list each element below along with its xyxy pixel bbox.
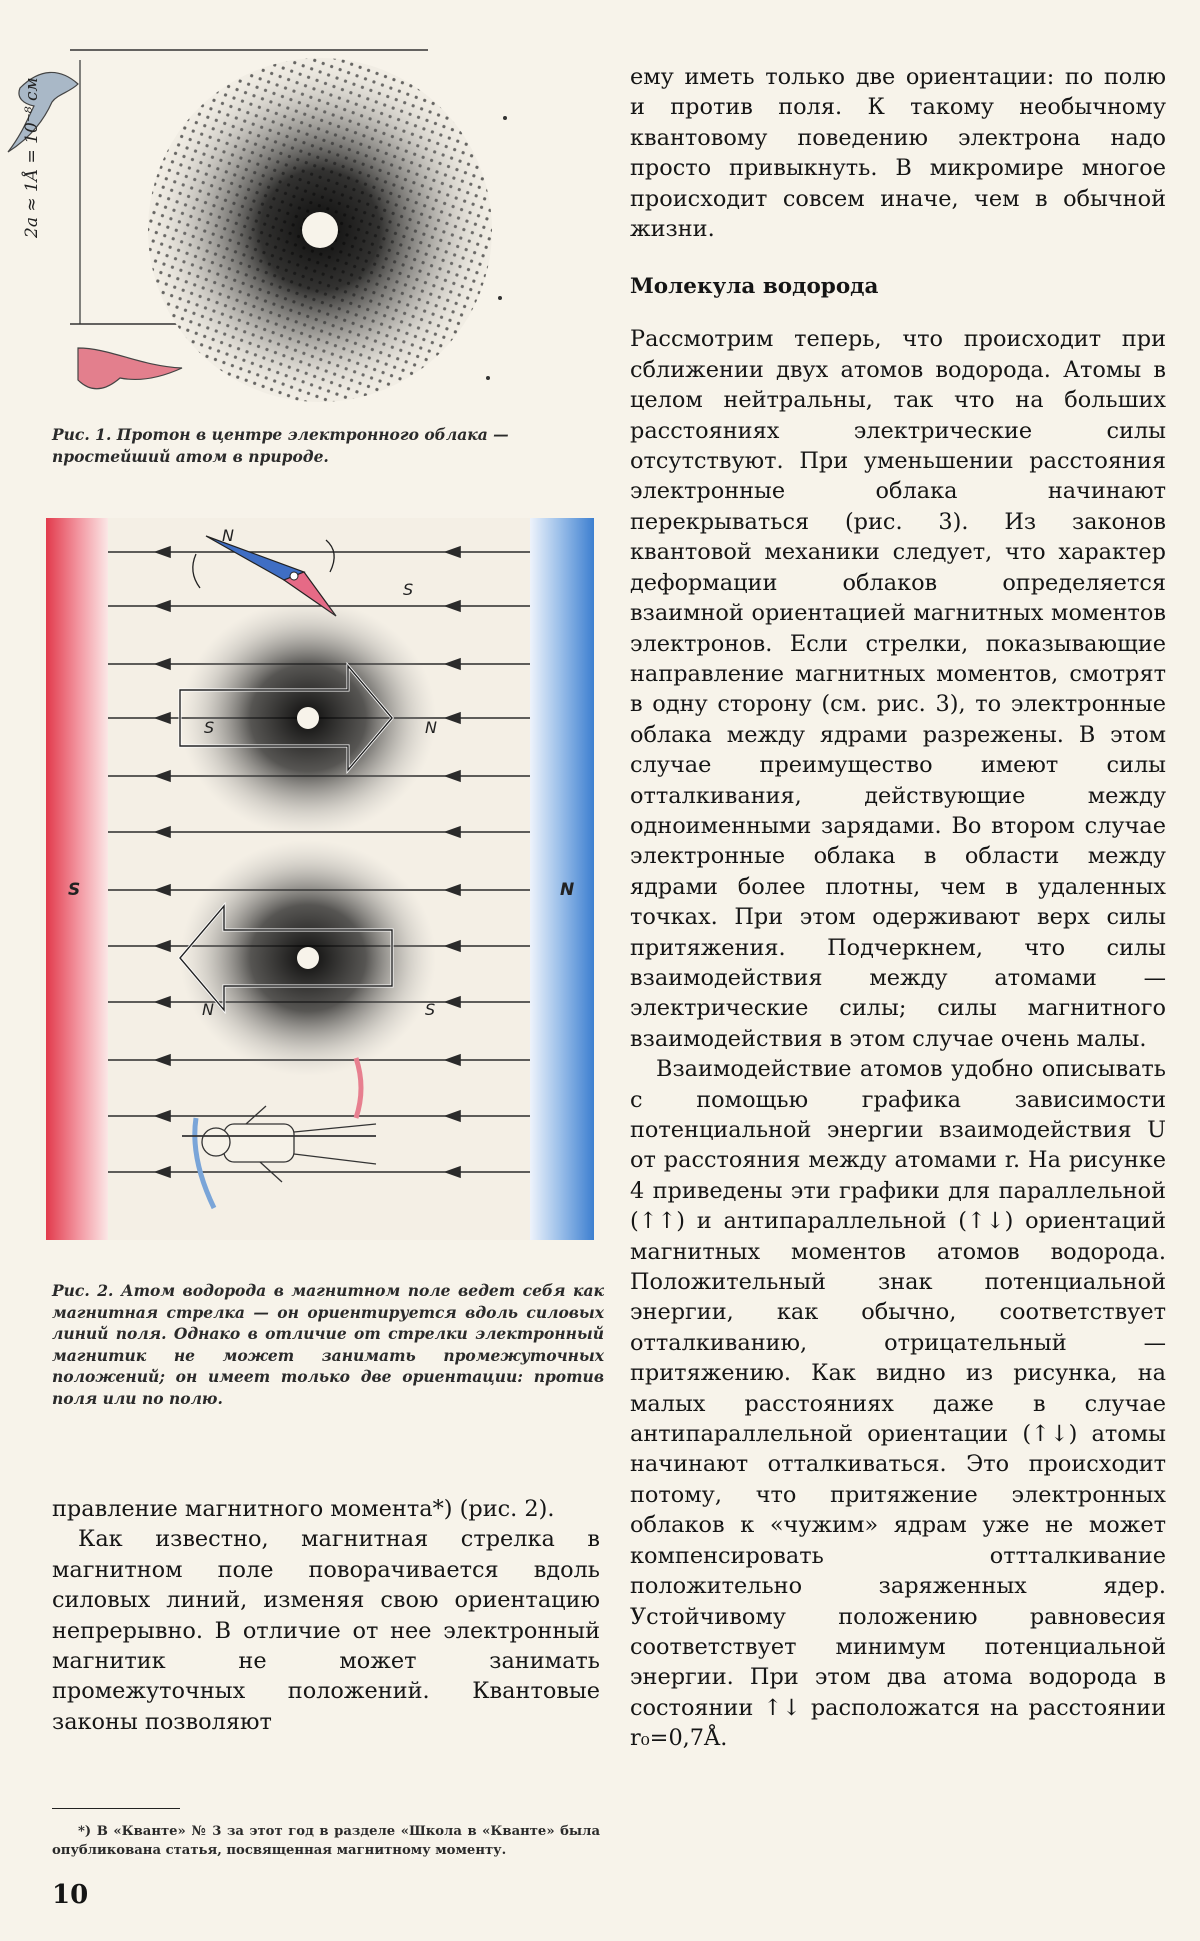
compass-n-label: N xyxy=(222,526,234,545)
figure-1-caption: Рис. 1. Протон в центре электронного облака — простейший атом в природе. xyxy=(52,425,509,466)
figure-1-axis-label: 2a ≈ 1Å = 10⁻⁸ см xyxy=(22,77,42,238)
creature-bottom-icon xyxy=(78,348,182,389)
figure-2-pole-n-label: N xyxy=(560,880,575,900)
page-number: 10 xyxy=(52,1880,89,1910)
footnote-rule xyxy=(52,1808,180,1809)
arrow-1-n-label: N xyxy=(425,718,437,737)
right-paragraph-2: Взаимодействие атомов удобно описывать с помощью графика зависимости потенциальной энергии взаимодействия U от расстояния между атомами r. На рисунке 4 приведены эти графики для параллельной (↑↑) и антипараллельной (↑↓) ориентаций магнитных моментов атомов водорода. Положительный знак потенциальной энергии, как обычно, соответствует отталкиванию, отрицательный — притяжению. Как видно из рисунка, на малых расстояниях даже в случае антипараллельной ориентации (↑↓) атомы начинают отталкиваться. Это происходит потому, что притяжение электронных облаков к «чужим» ядрам уже не может компенсировать оттталкивание положительно заряженных ядер. Устойчивому положению равновесия соответствует минимум потенциальной энергии. При этом два атома водорода в состоянии ↑↓ расположатся на расстоянии r₀=0,7Å. xyxy=(630,1056,1166,1752)
right-paragraph-0: ему иметь только две ориентации: по полю и против поля. К такому необычному квантовому поведению электрона надо просто привыкнуть. В микромире многое происходит совсем иначе, чем в обычной жизни. xyxy=(630,64,1166,243)
left-paragraph-2: Как известно, магнитная стрелка в магнитном поле поворачивается вдоль силовых линий, изменяя свою ориентацию непрерывно. В отличие от нее электронный магнитик не может занимать промежуточных положений. Квантовые законы позволяют xyxy=(52,1526,600,1735)
compass-s-label: S xyxy=(403,580,414,599)
left-paragraph-1: правление магнитного момента*) (рис. 2). xyxy=(52,1496,555,1522)
figure-2-caption: Рис. 2. Атом водорода в магнитном поле ведет себя как магнитная стрелка — он ориентируется вдоль силовых линий поля. Однако в отличие от стрелки электронный магнитик не может занимать промежуточных положений; он имеет только две ориентации: против поля или по полю. xyxy=(52,1281,604,1408)
figure-2-magnetic-field xyxy=(46,518,594,1240)
figure-2-pole-s-label: S xyxy=(68,880,81,900)
right-column-text xyxy=(630,62,1166,1754)
creature-top-icon xyxy=(8,72,78,152)
left-column-text xyxy=(52,1494,600,1737)
footnote: *) В «Кванте» № 3 за этот год в разделе «Школа в «Кванте» была опубликована статья, посвященная магнитному моменту. xyxy=(52,1824,600,1858)
figure-1-electron-cloud xyxy=(0,48,590,428)
section-heading: Молекула водорода xyxy=(630,274,879,300)
arrow-1-s-label: S xyxy=(204,718,215,737)
arrow-2-s-label: S xyxy=(425,1000,436,1019)
right-paragraph-1: Рассмотрим теперь, что происходит при сближении двух атомов водорода. Атомы в целом нейтральны, так что на больших расстояниях электрические силы отсутствуют. При уменьшении расстояния электронные облака начинают перекрываться (рис. 3). Из законов квантовой механики следует, что характер деформации облаков определяется взаимной ориентацией магнитных моментов электронов. Если стрелки, показывающие направление магнитных моментов, смотрят в одну сторону (см. рис. 3), то электронные облака между ядрами разрежены. В этом случае преимущество имеют силы отталкивания, действующие между одноименными зарядами. Во втором случае электронные облака в области между ядрами более плотны, чем в удаленных точках. При этом одерживают верх силы притяжения. Подчеркнем, что силы взаимодействия между атомами — электрические силы; силы магнитного взаимодействия в этом случае очень малы. xyxy=(630,326,1166,1052)
arrow-2-n-label: N xyxy=(202,1000,214,1019)
